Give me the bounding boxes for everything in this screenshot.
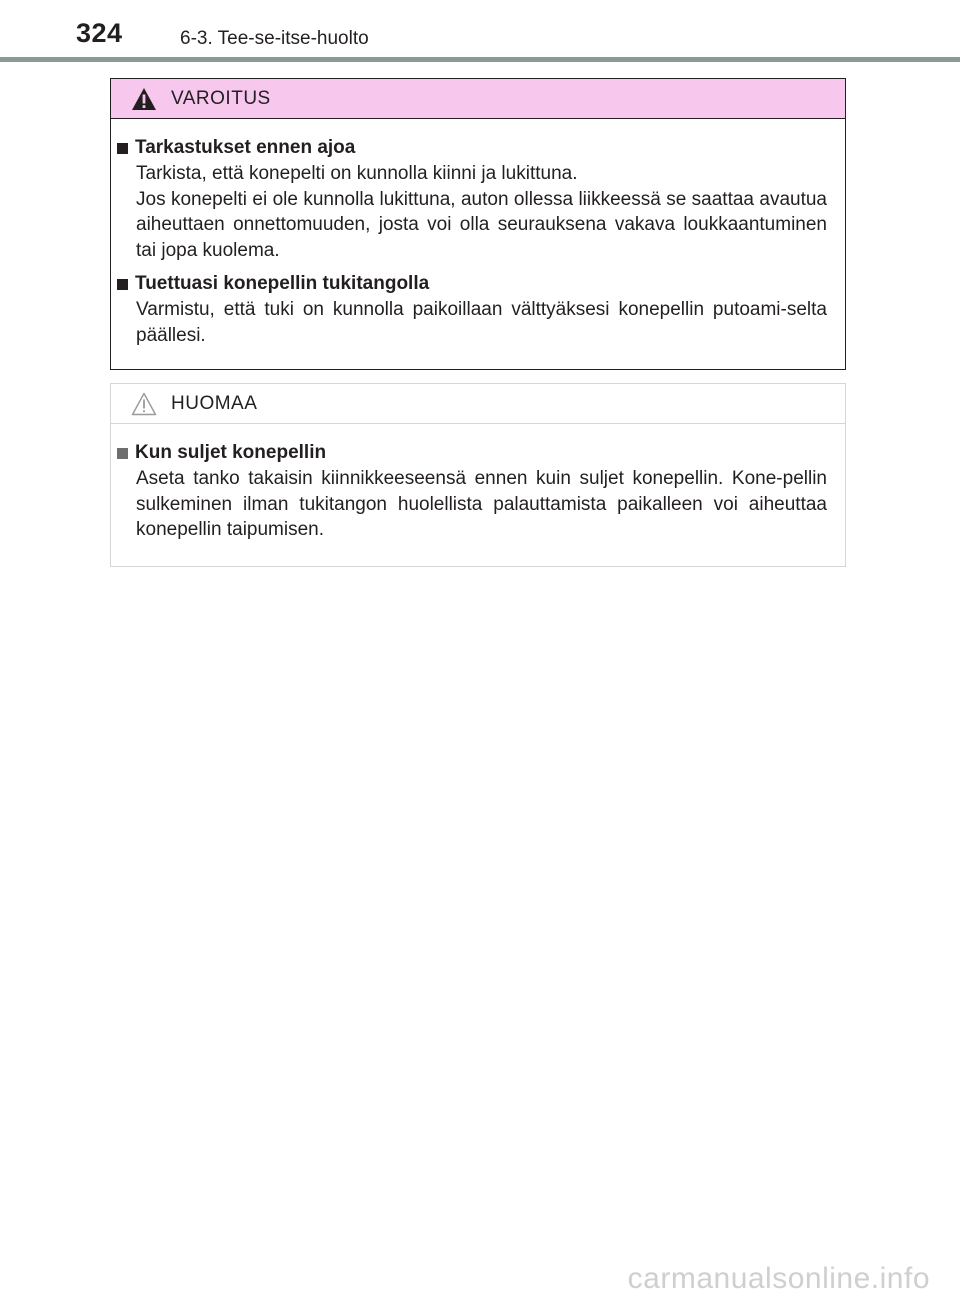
warning-item-title: Tuettuasi konepellin tukitangolla xyxy=(135,273,430,294)
notice-item-text: Aseta tanko takaisin kiinnikkeeseensä ennen kuin suljet konepellin. Kone-pellin sulkeminen ilman tukitangon huolellista palauttamista paikalleen voi aiheuttaa konepellin taipumisen. xyxy=(136,468,827,540)
warning-triangle-icon xyxy=(131,87,171,111)
notice-box xyxy=(110,383,846,567)
notice-item xyxy=(117,440,827,543)
warning-item xyxy=(117,271,827,348)
warning-label: VAROITUS xyxy=(171,87,271,109)
watermark: carmanualsonline.info xyxy=(627,1262,930,1295)
section-title: 6-3. Tee-se-itse-huolto xyxy=(180,28,369,49)
warning-item xyxy=(117,135,827,263)
square-bullet-icon xyxy=(117,143,128,154)
warning-item-text: Varmistu, että tuki on kunnolla paikoillaan välttyäksesi konepellin putoami-selta päällesi. xyxy=(136,299,827,346)
warning-item-text: Jos konepelti ei ole kunnolla lukittuna, auton ollessa liikkeessä se saattaa avautua aiheuttaen onnettomuuden, josta voi olla seurauksena vakava loukkaantuminen tai jopa kuolema. xyxy=(136,188,827,261)
square-bullet-icon xyxy=(117,279,128,290)
warning-box xyxy=(110,78,846,370)
warning-box-header xyxy=(111,79,845,119)
notice-label: HUOMAA xyxy=(171,392,258,414)
warning-item-title: Tarkastukset ennen ajoa xyxy=(135,137,356,158)
notice-box-header xyxy=(111,384,845,424)
warning-item-text: Tarkista, että konepelti on kunnolla kiinni ja lukittuna. xyxy=(136,163,578,184)
page-number: 324 xyxy=(76,18,123,48)
header-rule xyxy=(0,57,960,62)
square-bullet-icon xyxy=(117,448,128,459)
caution-triangle-outline-icon xyxy=(131,392,171,416)
notice-item-title: Kun suljet konepellin xyxy=(135,442,327,463)
